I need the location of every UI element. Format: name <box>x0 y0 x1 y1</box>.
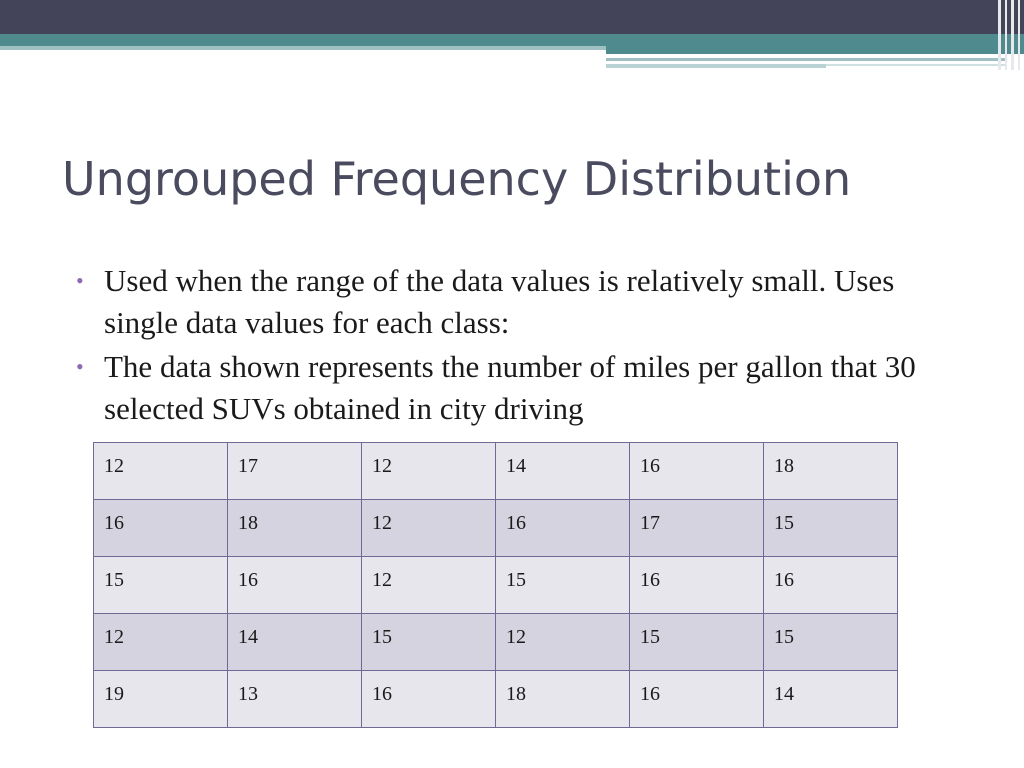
header-bar <box>998 0 1001 70</box>
table-row <box>94 443 898 500</box>
table-cell: 18 <box>228 500 362 557</box>
table-cell: 15 <box>496 557 630 614</box>
table-cell: 16 <box>362 671 496 728</box>
bullet-icon: • <box>76 354 84 379</box>
bullet-text: Used when the range of the data values is relatively small. Uses single data values for each class: <box>104 263 895 340</box>
header-accent-line <box>606 64 826 68</box>
table-cell: 16 <box>94 500 228 557</box>
bullet-item <box>74 346 954 430</box>
table-cell: 16 <box>228 557 362 614</box>
table-row <box>94 557 898 614</box>
table-cell: 15 <box>764 614 898 671</box>
table-cell: 18 <box>496 671 630 728</box>
table-cell: 16 <box>764 557 898 614</box>
table-cell: 15 <box>764 500 898 557</box>
header-teal-band <box>0 34 1024 46</box>
table-cell: 19 <box>94 671 228 728</box>
bullet-list <box>74 260 954 432</box>
header-dark-band <box>0 0 1024 34</box>
header-light-line <box>0 46 608 50</box>
table-cell: 16 <box>496 500 630 557</box>
bullet-item <box>74 260 954 344</box>
mpg-data-table <box>93 442 898 728</box>
table-cell: 14 <box>228 614 362 671</box>
table-cell: 14 <box>496 443 630 500</box>
table-cell: 15 <box>630 614 764 671</box>
table-cell: 17 <box>228 443 362 500</box>
slide-title: Ungrouped Frequency Distribution <box>62 152 852 206</box>
table-cell: 12 <box>496 614 630 671</box>
bullet-text: The data shown represents the number of miles per gallon that 30 selected SUVs obtained in city driving <box>104 349 916 426</box>
table-cell: 12 <box>362 500 496 557</box>
table-cell: 14 <box>764 671 898 728</box>
table-row <box>94 500 898 557</box>
table-cell: 16 <box>630 557 764 614</box>
header-bar <box>1005 0 1007 70</box>
table-cell: 13 <box>228 671 362 728</box>
table-cell: 17 <box>630 500 764 557</box>
table-cell: 12 <box>362 443 496 500</box>
header-step-band <box>606 46 1024 54</box>
header-bar <box>1018 0 1020 70</box>
table-cell: 16 <box>630 671 764 728</box>
table-row <box>94 614 898 671</box>
bullet-icon: • <box>76 268 84 293</box>
header-accent-line <box>826 64 1006 66</box>
table-cell: 15 <box>94 557 228 614</box>
header-vertical-bars <box>994 0 1024 70</box>
table-cell: 12 <box>94 614 228 671</box>
table-cell: 16 <box>630 443 764 500</box>
table-cell: 15 <box>362 614 496 671</box>
header-accent-line <box>606 58 1006 61</box>
table-row <box>94 671 898 728</box>
table-cell: 12 <box>362 557 496 614</box>
table-cell: 12 <box>94 443 228 500</box>
header-bar <box>1011 0 1014 70</box>
table-cell: 18 <box>764 443 898 500</box>
